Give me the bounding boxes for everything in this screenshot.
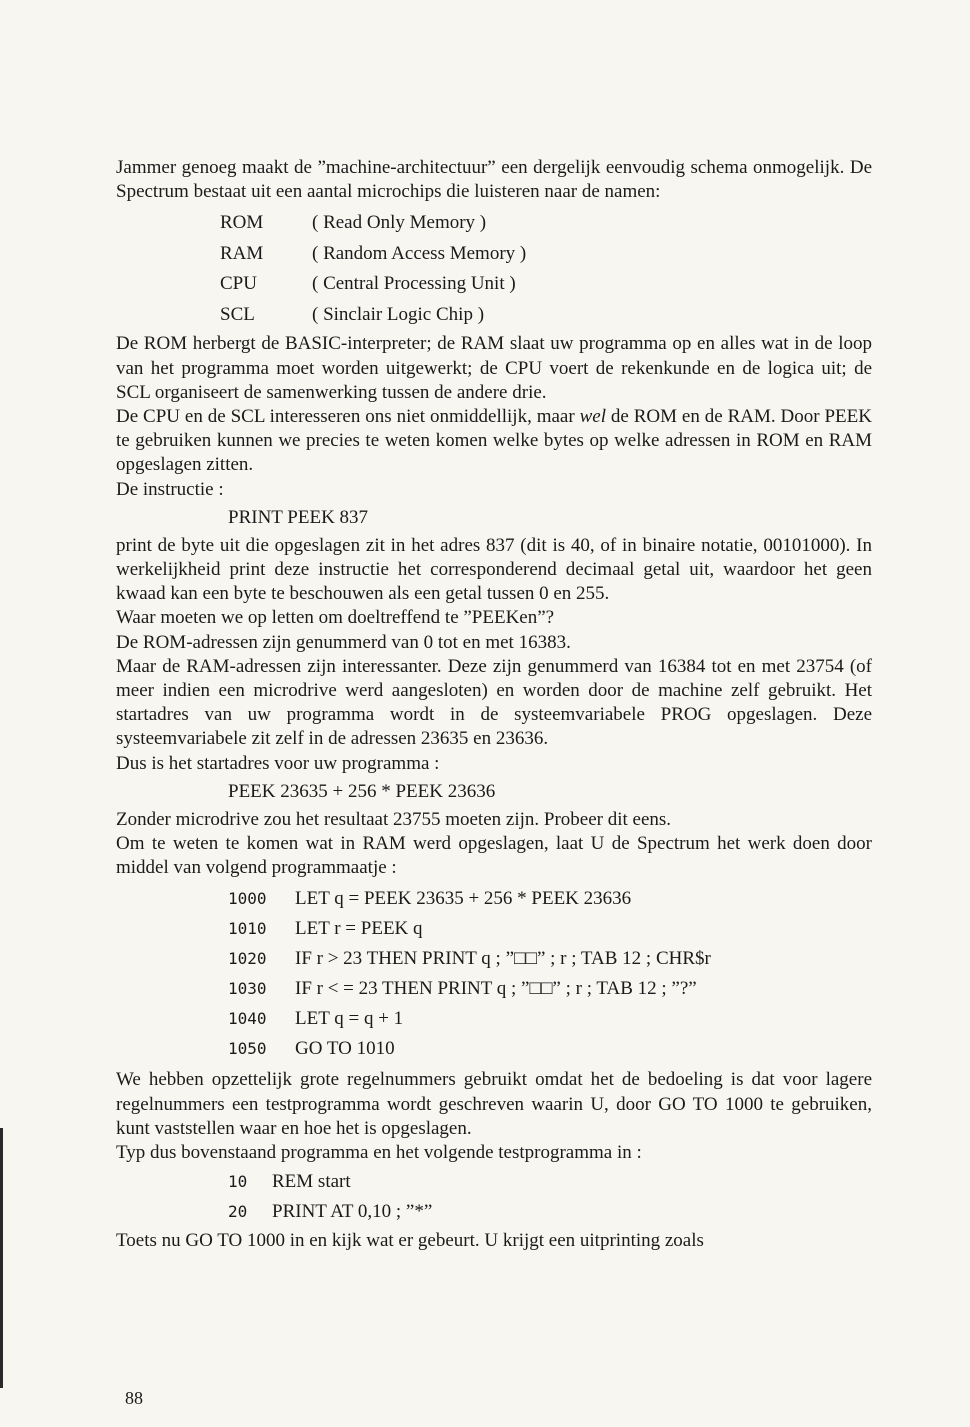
line-statement: PRINT AT 0,10 ; ”*” <box>272 1201 433 1223</box>
microdrive-paragraph: Zonder microdrive zou het resultaat 23755 moeten zijn. Probeer dit eens. <box>116 808 672 830</box>
chip-full: ( Read Only Memory ) <box>312 212 487 234</box>
chip-abbr: ROM <box>220 212 264 234</box>
program-line <box>116 1004 872 1034</box>
instruction-label: De instructie : <box>116 478 224 500</box>
goto-paragraph: Toets nu GO TO 1000 in en kijk wat er gebeurt. U krijgt een uitprinting zoals <box>116 1230 704 1252</box>
line-number: 1040 <box>228 1009 267 1029</box>
scan-edge-line <box>0 1128 3 1388</box>
statement-print-peek: PRINT PEEK 837 <box>228 506 369 528</box>
rom-address-paragraph: De ROM-adressen zijn genummerd van 0 tot en met 16383. <box>116 631 571 653</box>
program-line <box>116 914 872 944</box>
program-listing <box>116 884 872 1064</box>
chip-row-rom <box>116 208 872 239</box>
program-line <box>116 1034 872 1064</box>
test-program-listing <box>116 1167 872 1227</box>
chip-list <box>116 208 872 330</box>
page-body <box>116 156 872 1253</box>
line-statement: LET r = PEEK q <box>295 918 423 940</box>
program-line <box>116 944 872 974</box>
line-number: 20 <box>228 1202 248 1222</box>
line-number: 1000 <box>228 889 267 909</box>
intro-paragraph: Jammer genoeg maakt de ”machine-architectuur” een dergelijk eenvoudig schema onmogelijk. De Spectrum bestaat uit een aantal microchips die luisteren naar de namen: <box>116 157 872 203</box>
line-number: 1030 <box>228 979 267 999</box>
line-statement: LET q = q + 1 <box>295 1008 404 1030</box>
test-program-line <box>116 1197 872 1227</box>
line-number: 1020 <box>228 949 267 969</box>
page-number: 88 <box>125 1388 143 1408</box>
line-number: 1050 <box>228 1039 267 1059</box>
ram-address-paragraph: Maar de RAM-adressen zijn interessanter. Deze zijn genummerd van 16384 tot en met 23754 (of meer indien een microdrive werd aangesloten) en worden door de machine zelf gebruikt. Het startadres van uw programma wordt in de systeemvariabele PROG opgeslagen. Deze systeemvariabele zit zelf in de adressen 23635 en 23636. <box>116 655 872 750</box>
chip-abbr: RAM <box>220 242 264 264</box>
statement-start-address: PEEK 23635 + 256 * PEEK 23636 <box>228 780 496 802</box>
chip-full: ( Central Processing Unit ) <box>312 273 516 295</box>
cpu-text-a: De CPU en de SCL interesseren ons niet onmiddellijk, maar <box>116 406 580 428</box>
program-line <box>116 884 872 914</box>
print-paragraph: print de byte uit die opgeslagen zit in het adres 837 (dit is 40, of in binaire notatie, 00101000). In werkelijkheid print deze instructie het corresponderend decimaal getal uit, waardoor het geen kwaad kan een byte te beschouwen als een getal tussen 0 en 255. <box>116 534 872 605</box>
chip-full: ( Sinclair Logic Chip ) <box>312 303 485 325</box>
line-statement: LET q = PEEK 23635 + 256 * PEEK 23636 <box>295 888 632 910</box>
test-program-line <box>116 1167 872 1197</box>
line-numbers-paragraph: We hebben opzettelijk grote regelnummers gebruikt omdat het de bedoeling is dat voor lagere regelnummers een testprogramma wordt geschreven waarin U, door GO TO 1000 te gebruiken, kunt vaststellen waar en hoe het is opgeslagen. <box>116 1069 872 1139</box>
chip-abbr: SCL <box>220 303 255 325</box>
line-number: 1010 <box>228 919 267 939</box>
line-statement: IF r > 23 THEN PRINT q ; ”□□” ; r ; TAB 12 ; CHR$r <box>295 948 711 970</box>
type-program-paragraph: Typ dus bovenstaand programma en het volgende testprogramma in : <box>116 1142 642 1164</box>
line-statement: IF r < = 23 THEN PRINT q ; ”□□” ; r ; TAB 12 ; ”?” <box>295 978 697 1000</box>
chip-row-scl <box>116 300 872 331</box>
chip-row-cpu <box>116 269 872 300</box>
rom-paragraph: De ROM herbergt de BASIC-interpreter; de RAM slaat uw programma op en alles wat in de loop van het programma moet worden uitgewerkt; de CPU voert de rekenkunde en de logica uit; de SCL organiseert de samenwerking tussen de andere drie. <box>116 333 872 403</box>
program-intro-paragraph: Om te weten te komen wat in RAM werd opgeslagen, laat U de Spectrum het werk doen door middel van volgend programmaatje : <box>116 833 872 879</box>
start-address-paragraph: Dus is het startadres voor uw programma : <box>116 752 440 774</box>
line-number: 10 <box>228 1172 248 1192</box>
chip-full: ( Random Access Memory ) <box>312 242 527 264</box>
question-paragraph: Waar moeten we op letten om doeltreffend te ”PEEKen”? <box>116 607 555 629</box>
cpu-text-b: de ROM en de RAM. Door PEEK te gebruiken kunnen we precies te weten komen welke bytes op welke adressen in ROM en RAM opgeslagen zitten. <box>116 406 872 476</box>
line-statement: GO TO 1010 <box>295 1038 395 1060</box>
cpu-paragraph <box>116 405 872 478</box>
program-line <box>116 974 872 1004</box>
chip-abbr: CPU <box>220 273 257 295</box>
chip-row-ram <box>116 239 872 270</box>
cpu-text-emphasis: wel <box>579 406 606 428</box>
line-statement: REM start <box>272 1171 351 1193</box>
